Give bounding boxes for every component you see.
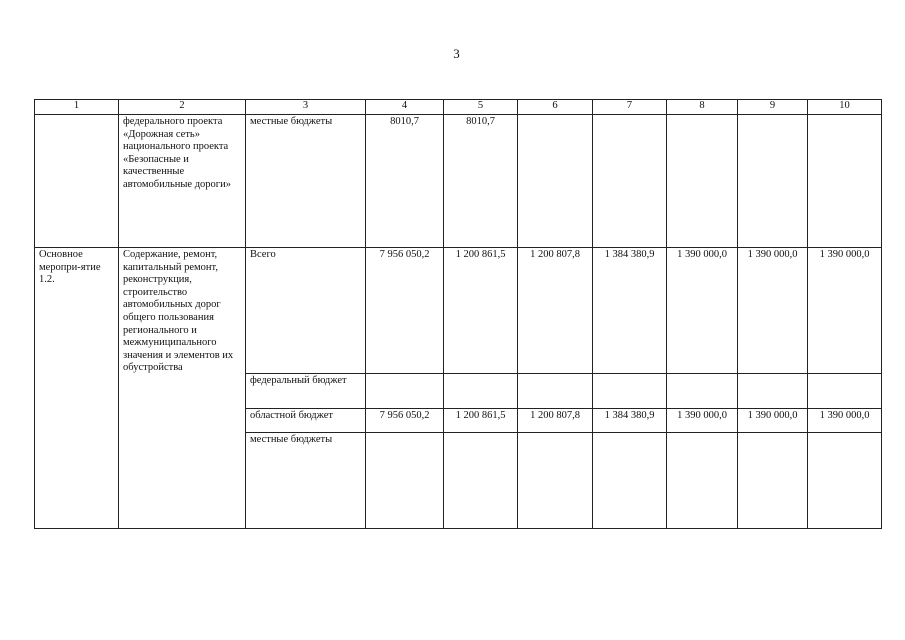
cell-event-name-empty — [35, 115, 119, 248]
cell-event-description: федерального проекта «Дорожная сеть» национального проекта «Безопасные и качественные автомобильные дороги» — [119, 115, 246, 248]
cell-value-year-1 — [444, 433, 518, 529]
cell-event-name: Основное меропри-ятие 1.2. — [35, 248, 119, 529]
cell-value-year-3 — [593, 433, 667, 529]
cell-value-year-4 — [667, 115, 738, 248]
cell-value-year-1: 8010,7 — [444, 115, 518, 248]
column-header-3: 3 — [246, 100, 366, 115]
header-row — [35, 100, 882, 115]
cell-funding-source: областной бюджет — [246, 409, 366, 433]
cell-event-description: Содержание, ремонт, капитальный ремонт, реконструкция, строительство автомобильных дорог общего пользования регионального и межмуниципального значения и элементов их обустройства — [119, 248, 246, 529]
cell-value-year-1 — [444, 374, 518, 409]
cell-value-year-2 — [518, 433, 593, 529]
cell-value-year-5: 1 390 000,0 — [738, 409, 808, 433]
cell-funding-source: местные бюджеты — [246, 433, 366, 529]
column-header-10: 10 — [808, 100, 882, 115]
cell-funding-source: Всего — [246, 248, 366, 374]
cell-value-year-4: 1 390 000,0 — [667, 409, 738, 433]
cell-value-year-6 — [808, 374, 882, 409]
cell-value-year-2: 1 200 807,8 — [518, 248, 593, 374]
cell-value-year-5 — [738, 374, 808, 409]
cell-value-year-6 — [808, 115, 882, 248]
cell-value-year-3: 1 384 380,9 — [593, 248, 667, 374]
cell-value-year-2 — [518, 115, 593, 248]
cell-value-year-4 — [667, 374, 738, 409]
cell-value-year-5 — [738, 433, 808, 529]
cell-value-year-2 — [518, 374, 593, 409]
table-row-continuation — [35, 115, 882, 248]
column-header-5: 5 — [444, 100, 518, 115]
cell-value-total: 8010,7 — [366, 115, 444, 248]
cell-value-year-1: 1 200 861,5 — [444, 248, 518, 374]
cell-value-year-6: 1 390 000,0 — [808, 409, 882, 433]
cell-value-total — [366, 433, 444, 529]
column-header-1: 1 — [35, 100, 119, 115]
cell-value-year-4: 1 390 000,0 — [667, 248, 738, 374]
column-header-9: 9 — [738, 100, 808, 115]
column-header-6: 6 — [518, 100, 593, 115]
cell-value-total: 7 956 050,2 — [366, 409, 444, 433]
cell-value-year-3 — [593, 374, 667, 409]
budget-table — [34, 99, 882, 529]
cell-value-year-1: 1 200 861,5 — [444, 409, 518, 433]
page-number: 3 — [453, 46, 460, 61]
column-header-7: 7 — [593, 100, 667, 115]
cell-value-year-5 — [738, 115, 808, 248]
cell-value-total: 7 956 050,2 — [366, 248, 444, 374]
cell-value-year-4 — [667, 433, 738, 529]
cell-value-year-2: 1 200 807,8 — [518, 409, 593, 433]
cell-value-year-3 — [593, 115, 667, 248]
cell-value-year-3: 1 384 380,9 — [593, 409, 667, 433]
cell-value-year-6 — [808, 433, 882, 529]
column-header-2: 2 — [119, 100, 246, 115]
cell-value-total — [366, 374, 444, 409]
cell-value-year-5: 1 390 000,0 — [738, 248, 808, 374]
column-header-8: 8 — [667, 100, 738, 115]
cell-funding-source: федеральный бюджет — [246, 374, 366, 409]
cell-funding-source: местные бюджеты — [246, 115, 366, 248]
cell-value-year-6: 1 390 000,0 — [808, 248, 882, 374]
table-row-total — [35, 248, 882, 374]
column-header-4: 4 — [366, 100, 444, 115]
